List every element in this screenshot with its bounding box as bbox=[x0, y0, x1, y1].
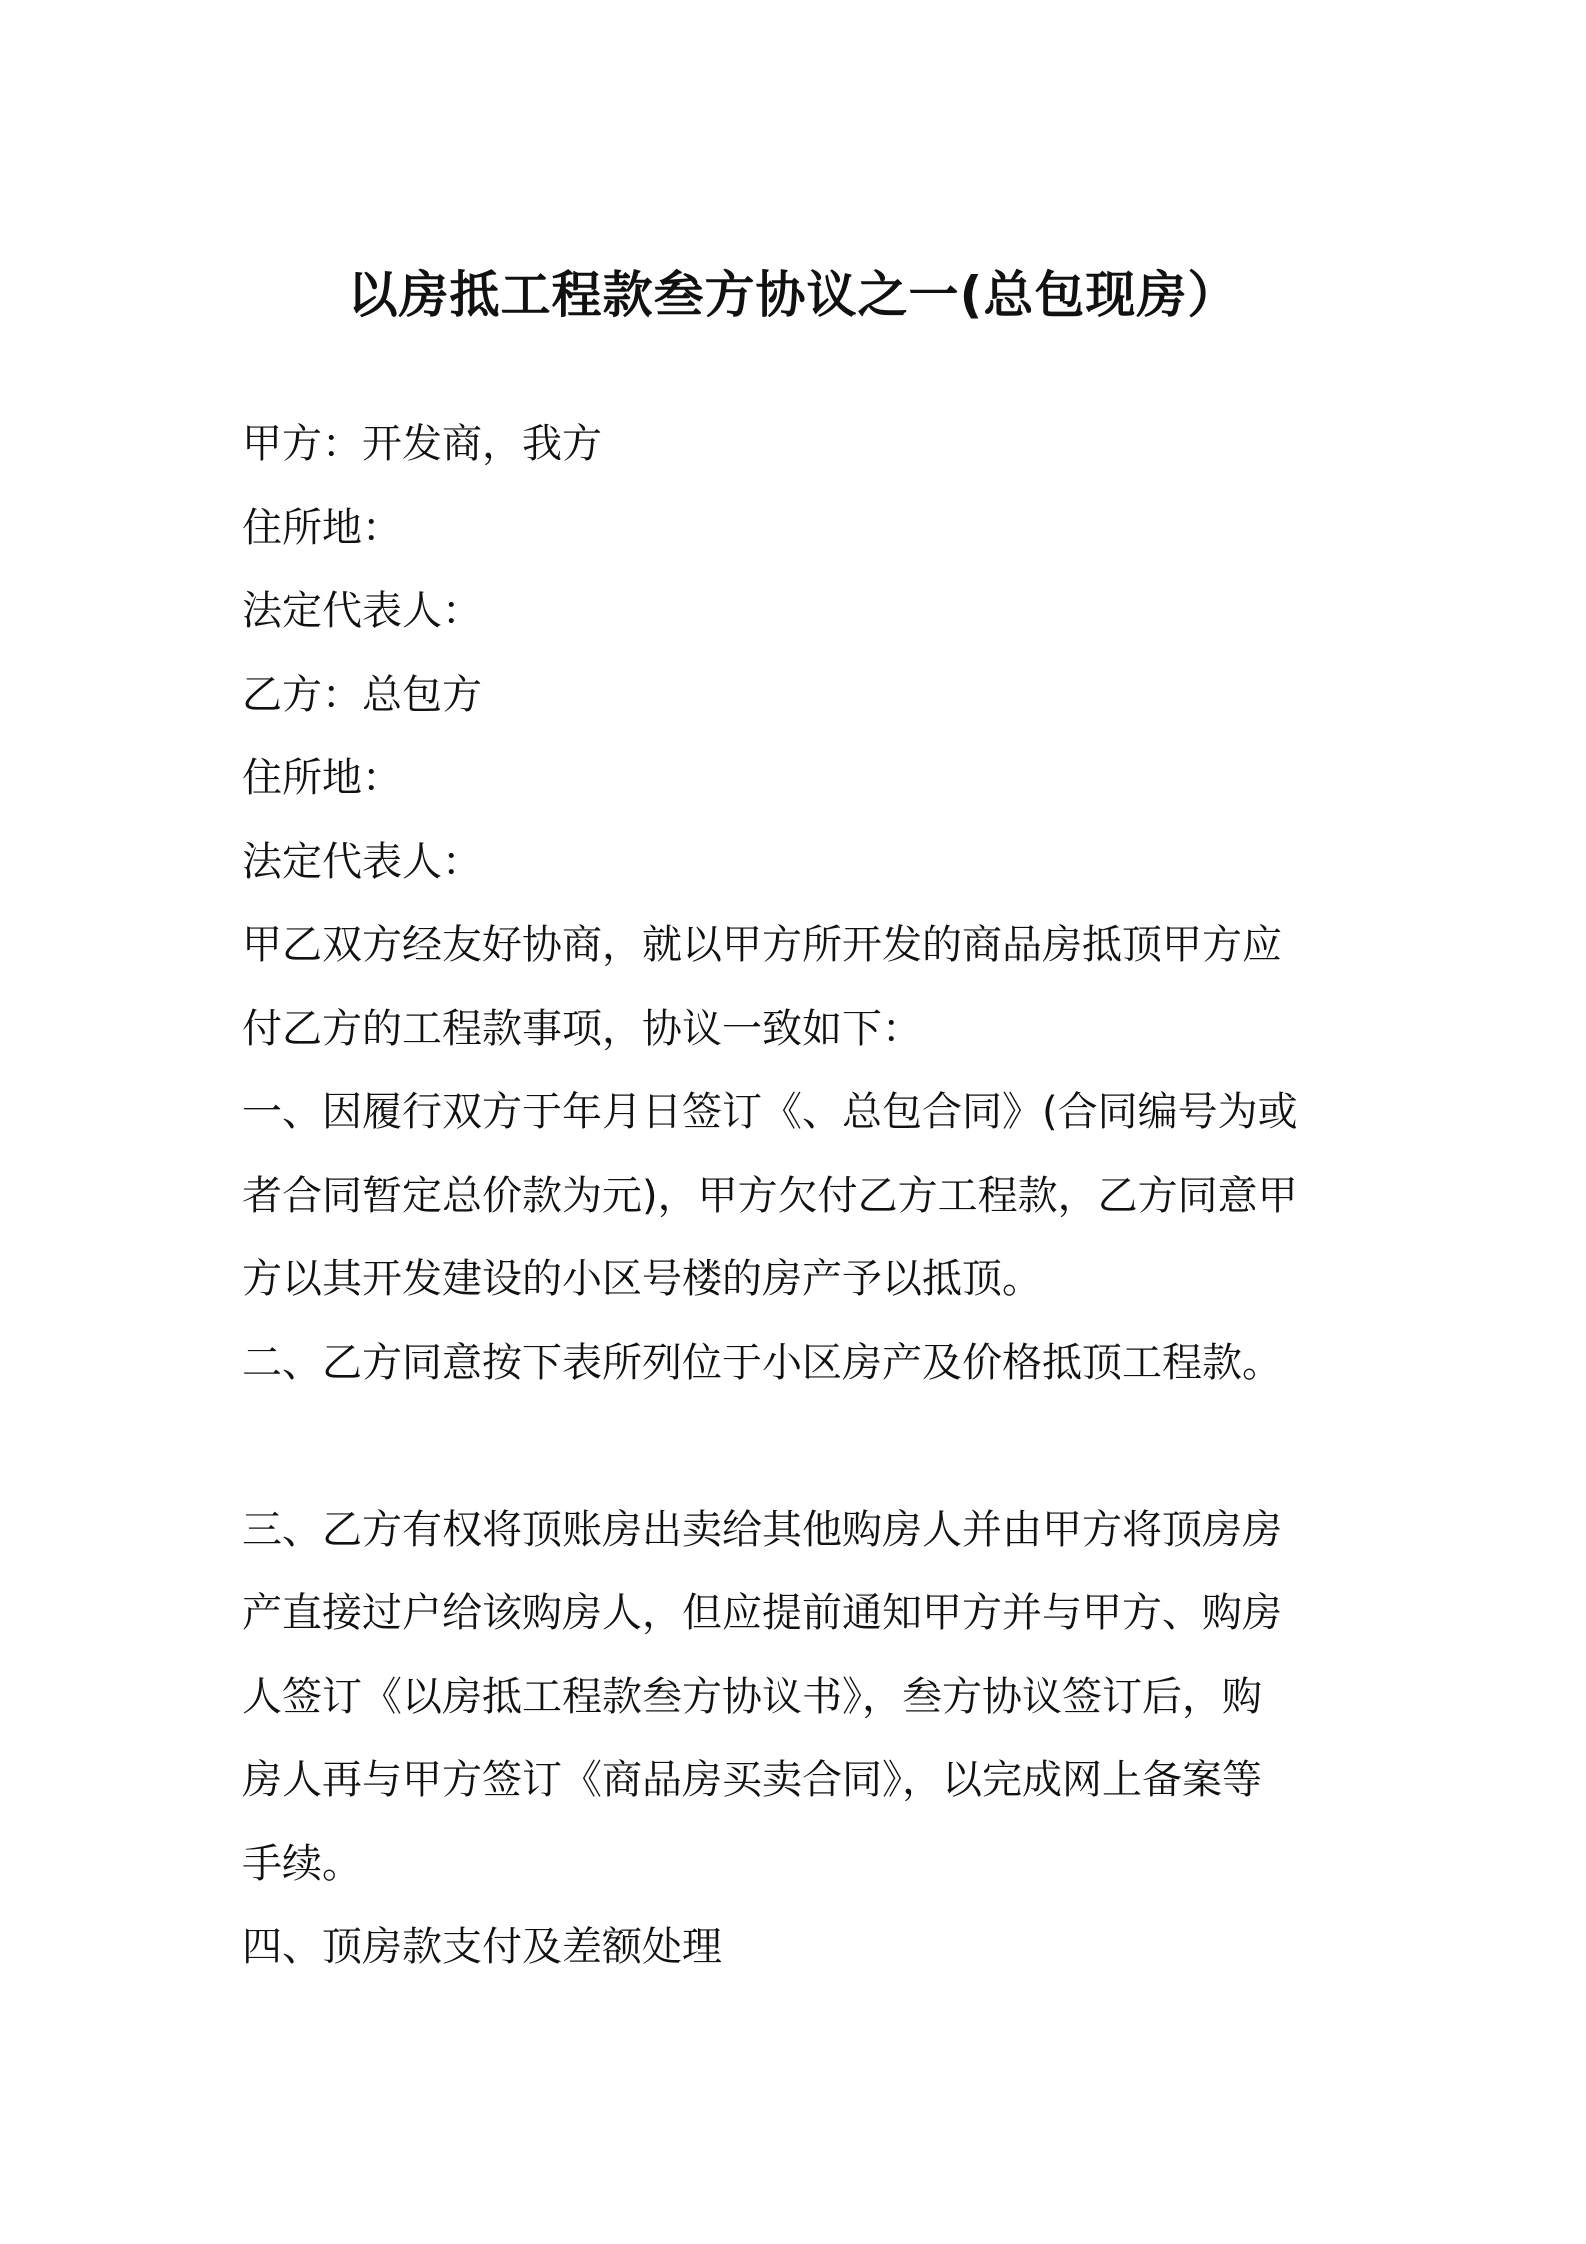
clause-1-line: 一、因履行双方于年月日签订《、总包合同》(合同编号为或 bbox=[242, 1089, 1298, 1135]
clause-3-line: 人签订《以房抵工程款叁方协议书》，叁方协议签订后，购 bbox=[242, 1673, 1262, 1720]
document-title: 以房抵工程款叁方协议之一(总包现房） bbox=[347, 266, 1239, 324]
clause-1-line: 者合同暂定总价款为元)，甲方欠付乙方工程款，乙方同意甲 bbox=[242, 1172, 1298, 1219]
clause-4-heading: 四、顶房款支付及差额处理 bbox=[242, 1924, 722, 1970]
party-b-line: 乙方：总包方 bbox=[242, 671, 482, 718]
party-a-line: 甲方：开发商，我方 bbox=[242, 421, 602, 467]
clause-2-line: 二、乙方同意按下表所列位于小区房产及价格抵顶工程款。 bbox=[242, 1339, 1282, 1386]
clause-3-line: 产直接过户给该购房人，但应提前通知甲方并与甲方、购房 bbox=[242, 1590, 1282, 1636]
party-a-address-line: 住所地： bbox=[242, 504, 402, 551]
blank-spacer bbox=[242, 1405, 1362, 1489]
document-body bbox=[242, 403, 1362, 1990]
clause-3-line: 房人再与甲方签订《商品房买卖合同》，以完成网上备案等 bbox=[242, 1757, 1262, 1803]
clause-3-line: 三、乙方有权将顶账房出卖给其他购房人并由甲方将顶房房 bbox=[242, 1506, 1282, 1553]
intro-line: 甲乙双方经友好协商，就以甲方所开发的商品房抵顶甲方应 bbox=[242, 922, 1282, 968]
party-b-address-line: 住所地： bbox=[242, 755, 402, 801]
party-b-representative-line: 法定代表人： bbox=[242, 838, 482, 885]
intro-line: 付乙方的工程款事项，协议一致如下： bbox=[242, 1005, 922, 1052]
party-a-representative-line: 法定代表人： bbox=[242, 588, 482, 634]
clause-3-line: 手续。 bbox=[242, 1840, 362, 1887]
clause-1-line: 方以其开发建设的小区号楼的房产予以抵顶。 bbox=[242, 1256, 1042, 1302]
